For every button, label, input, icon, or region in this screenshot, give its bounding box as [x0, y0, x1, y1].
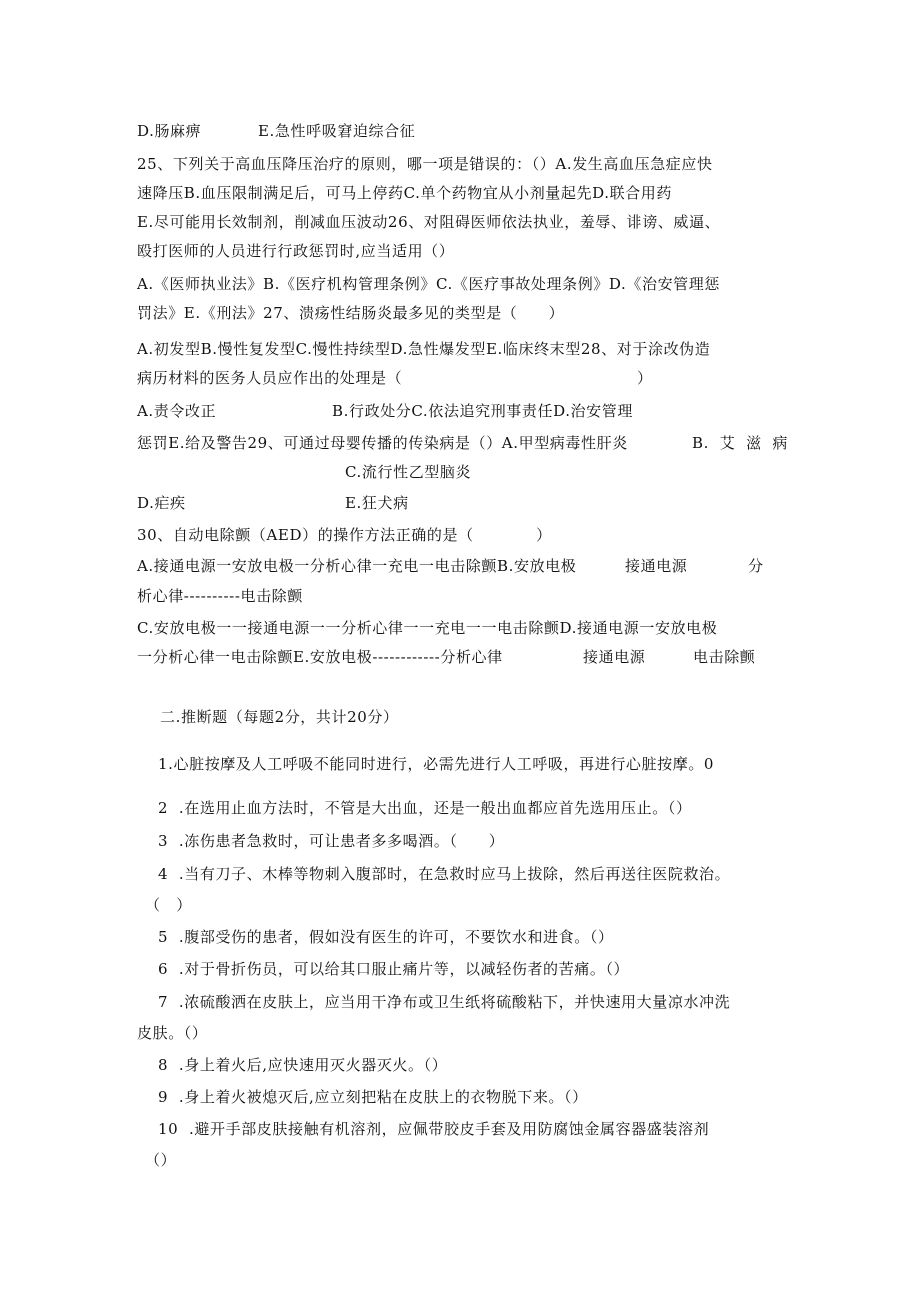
tf-question: 8 .身上着火后,应快速用灭火器灭火。（）: [158, 1056, 448, 1074]
tf-question: 2 .在选用止血方法时，不管是大出血，还是一般出血都应首先选用压止。（）: [158, 799, 692, 817]
text-line: B.行政处分C.依法追究刑事责任D.治安管理: [332, 402, 633, 420]
text-line: 接通电源: [625, 557, 688, 575]
tf-question: 3 .冻伤患者急救时，可让患者多多喝酒。（ ）: [158, 832, 505, 850]
text-line: 殴打医师的人员进行行政惩罚时,应当适用（）: [137, 242, 455, 260]
tf-question: 5 .腹部受伤的患者，假如没有医生的许可，不要饮水和进食。（）: [158, 928, 614, 946]
text-line: E.狂犬病: [345, 494, 409, 512]
text-line: 速降压B.血压限制满足后，可马上停药C.单个药物宜从小剂量起先D.联合用药: [137, 184, 672, 202]
text-line: 病历材料的医务人员应作出的处理是（: [137, 369, 403, 387]
question-30: 30、自动电除颤（AED）的操作方法正确的是（ ）: [137, 526, 552, 544]
tf-question: 6 .对于骨折伤员，可以给其口服止痛片等，以减轻伤者的苦痛。（）: [158, 960, 630, 978]
tf-question: 1.心脏按摩及人工呼吸不能同时进行，必需先进行人工呼吸，再进行心脏按摩。0: [158, 755, 715, 773]
section-heading: 二.推断题（每题2分，共计20分）: [160, 708, 399, 726]
option-e-text: E.急性呼吸窘迫综合征: [258, 122, 416, 140]
text-line: A.初发型B.慢性复发型C.慢性持续型D.急性爆发型E.临床终末型28、对于涂改伪造: [137, 340, 711, 358]
text-line: A.责令改正: [137, 402, 217, 420]
tf-question: 10 .避开手部皮肤接触有机溶剂，应佩带胶皮手套及用防腐蚀金属容器盛装溶剂: [158, 1120, 710, 1138]
text-line: 接通电源: [583, 648, 646, 666]
text-line: 析心律----------电击除颤: [137, 587, 303, 605]
tf-question: （ ）: [145, 896, 192, 914]
question-25: 25、下列关于高血压降压治疗的原则，哪一项是错误的：（）A.发生高血压急症应快: [137, 155, 713, 173]
text-line: A.接通电源一安放电极一分析心律一充电一电击除颤B.安放电极: [137, 557, 577, 575]
text-line: 分: [748, 557, 764, 575]
text-line: D.疟疾: [137, 494, 186, 512]
tf-question: 7 .浓硫酸洒在皮肤上，应当用干净布或卫生纸将硫酸粘下，并快速用大量凉水冲洗: [158, 993, 731, 1011]
option-d-text: D.肠麻痹: [137, 122, 202, 140]
text-line: ）: [637, 369, 653, 387]
tf-question: 4 .当有刀子、木棒等物刺入腹部时，在急救时应马上拔除，然后再送往医院救治。: [158, 865, 731, 883]
text-line: E.尽可能用长效制剂，削减血压波动26、对阻碍医师依法执业，羞辱、诽谤、威逼、: [137, 213, 721, 231]
text-line: 一分析心律一电击除颤E.安放电极------------分析心律: [137, 648, 503, 666]
text-line: 罚法》E.《刑法》27、溃疡性结肠炎最多见的类型是（ ）: [137, 304, 565, 322]
text-line: 惩罚E.给及警告29、可通过母婴传播的传染病是（）A.甲型病毒性肝炎: [137, 434, 628, 452]
text-line: C.安放电极一一接通电源一一分析心律一一充电一一电击除颤D.接通电源一安放电极: [137, 619, 718, 637]
tf-question: （）: [145, 1151, 177, 1169]
tf-question: 9 .身上着火被熄灭后,应立刻把粘在皮肤上的衣物脱下来。（）: [158, 1088, 588, 1106]
text-line: 电击除颤: [693, 648, 756, 666]
text-line: C.流行性乙型脑炎: [345, 463, 472, 481]
tf-question: 皮肤。（）: [137, 1024, 208, 1042]
text-line: A.《医师执业法》B.《医疗机构管理条例》C.《医疗事故处理条例》D.《治安管理惩: [137, 275, 720, 293]
text-line: B. 艾 滋 病: [692, 434, 788, 452]
